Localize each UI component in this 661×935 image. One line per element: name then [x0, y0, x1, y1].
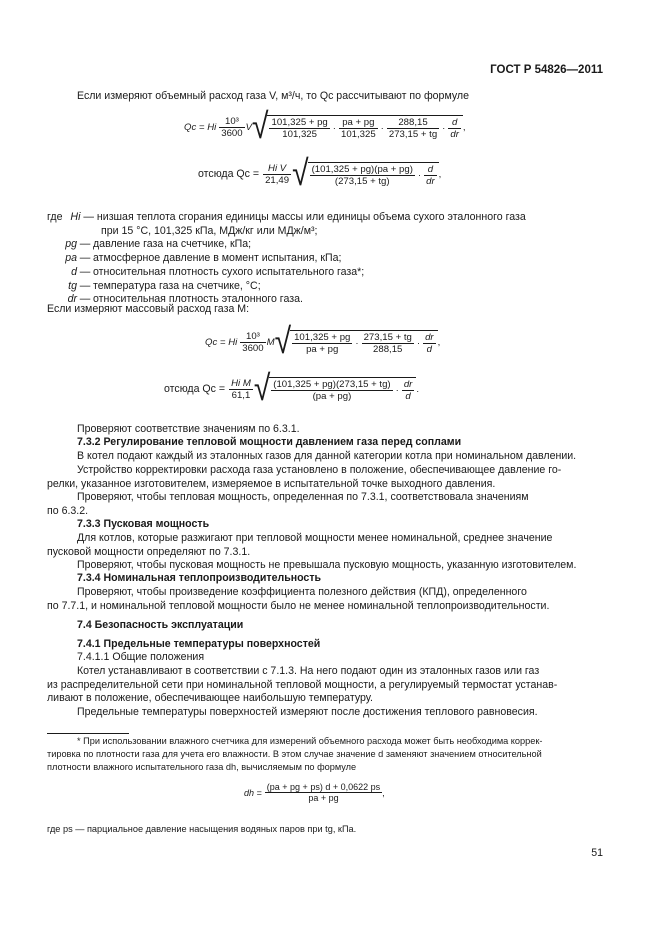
sqrt-sign-3: √: [274, 321, 292, 362]
where-hi-symbol: Hi: [70, 211, 81, 223]
sqrt-sign-1: √: [252, 106, 269, 147]
formula3-f1-den: pa + pg: [306, 343, 339, 355]
formula-dh-num: (pa + pg + ps) d + 0,0622 ps: [266, 782, 381, 792]
formula4-f3-num: dr: [403, 378, 413, 390]
formula4-coef-den: 61,1: [231, 389, 251, 401]
formula2-radicand: $\frac{(101,325 + pg)(pa + pg)}{(273,15 + tg)}$ · $\frac{d}{dr}$: [308, 162, 439, 187]
def-pa: pa — атмосферное давление в момент испытания, кПа;: [47, 251, 341, 265]
para-efficiency-2: по 7.7.1, и номинальной тепловой мощности было не менее номинальной теплопроизводительности.: [47, 600, 550, 612]
heading-7-3-4: 7.3.4 Номинальная теплопроизводительность: [77, 572, 322, 584]
formula2-den: (273,15 + tg): [334, 175, 390, 187]
formula-dh-lhs: dh =: [244, 787, 262, 798]
formula1-f3-num: 288,15: [387, 117, 439, 129]
def-dr-symbol: dr: [67, 293, 77, 305]
where-hi: [47, 210, 603, 224]
formula2-f4-num: d: [424, 164, 437, 176]
formula1-f2-num: pa + pg: [339, 117, 378, 129]
formula4-num: (101,325 + pg)(273,15 + tg): [273, 378, 391, 390]
formula2-prefix: отсюда Qc =: [198, 168, 260, 180]
formula2-coef-num: Hi V: [263, 163, 291, 175]
formula-qc-volumetric-simplified: [198, 153, 442, 194]
formula3-tail: ,: [437, 336, 441, 348]
para-efficiency-1: Проверяют, чтобы произведение коэффициента полезного действия (КПД), определенного: [77, 586, 527, 598]
formula-qc-mass-simplified: [164, 368, 420, 409]
formula3-f1-num: 101,325 + pg: [294, 331, 351, 343]
formula1-tail: ,: [462, 121, 466, 133]
formula4-den: (pa + pg): [312, 390, 352, 402]
def-d: d — относительная плотность сухого испытательного газа*;: [47, 265, 364, 279]
footnote-line-3: плотности влажного испытательного газа dh, вычисляемым по формуле: [47, 762, 357, 772]
formula2-tail: ,: [438, 168, 442, 180]
heading-7-3-2: 7.3.2 Регулирование тепловой мощности давлением газа перед соплами: [77, 436, 462, 448]
def-pg: pg — давление газа на счетчике, кПа;: [47, 237, 251, 251]
formula4-f3-den: d: [405, 390, 411, 402]
formula-qc-mass: [205, 321, 441, 362]
intro-mass: Если измеряют массовый расход газа M:: [47, 303, 250, 315]
formula3-var: M: [266, 336, 275, 348]
para-startup-1: Для котлов, которые разжигают при тепловой мощности менее номинальной, среднее значение: [77, 532, 553, 544]
where-hi-cont: при 15 °С, 101,325 кПа, МДж/кг или МДж/м³;: [101, 225, 318, 237]
def-dr-text: относительная плотность эталонного газа.: [93, 293, 303, 305]
def-tg-text: температура газа на счетчике, °С;: [93, 280, 261, 292]
formula3-f2-den: 288,15: [373, 343, 403, 355]
standard-header: ГОСТ Р 54826—2011: [490, 64, 603, 76]
intro-volumetric: Если измеряют объемный расход газа V, м³/ч, то Qc рассчитывают по формуле: [77, 90, 469, 102]
def-tg: tg — температура газа на счетчике, °С;: [47, 279, 261, 293]
formula1-coef-num: 10³: [219, 116, 244, 128]
def-tg-symbol: tg: [68, 280, 77, 292]
formula-dh: [244, 782, 385, 803]
formula-dh-tail: ,: [382, 787, 385, 798]
para-install-2: из распределительной сети при номинальной тепловой мощности, а регулируемый термостат устанав-: [47, 679, 558, 691]
def-pa-text: атмосферное давление в момент испытания, кПа;: [93, 252, 342, 264]
formula1-f4-den: dr: [450, 128, 459, 140]
heading-7-4: 7.4 Безопасность эксплуатации: [77, 619, 244, 631]
para-install-3: ливают в положение, обеспечивающее наибольшую температуру.: [47, 692, 373, 704]
page-number: 51: [591, 847, 603, 859]
def-pa-symbol: pa: [65, 252, 77, 264]
formula3-lhs: Qc = Hi: [205, 336, 238, 348]
formula1-lhs: Qc = Hi: [184, 121, 217, 133]
formula1-f4-num: d: [448, 117, 461, 129]
where-hi-text: — низшая теплота сгорания единицы массы или единицы объема сухого эталонного газа: [83, 211, 526, 223]
def-pg-text: давление газа на счетчике, кПа;: [93, 238, 252, 250]
para-surface-temp: Предельные температуры поверхностей измеряют после достижения теплового равновесия.: [77, 706, 538, 718]
where-intro: где: [47, 211, 63, 223]
formula1-f1-den: 101,325: [282, 128, 317, 140]
formula3-f3-num: dr: [425, 331, 434, 343]
formula3-radicand: $\frac{101,325 + pg}{pa + pg}$ · $\frac{273,15 + tg}{288,15}$ · $\frac{dr}{d}$: [290, 330, 438, 355]
formula1-radicand: $\frac{101,325 + pg}{101,325}$ · $\frac{pa + pg}{101,325}$ · $\frac{288,15}{273,15 + tg}$ · $\frac{d}{dr}$: [267, 115, 462, 140]
para-startup-2: пусковой мощности определяют по 7.3.1.: [47, 546, 251, 558]
def-d-text: относительная плотность сухого испытательного газа*;: [93, 266, 365, 278]
para-check-631: Проверяют соответствие значениям по 6.3.1.: [77, 423, 300, 435]
formula1-f3-den: 273,15 + tg: [388, 128, 438, 140]
formula1-f1-num: 101,325 + pg: [271, 116, 328, 128]
def-d-symbol: d: [71, 266, 77, 278]
para-power-check-1: Проверяют, чтобы тепловая мощность, определенная по 7.3.1, соответствовала значениям: [77, 491, 529, 503]
sqrt-sign-2: √: [292, 153, 309, 194]
para-startup-check: Проверяют, чтобы пусковая мощность не превышала пусковую мощность, указанную изготовителем.: [77, 559, 577, 571]
footnote-divider: [47, 733, 129, 734]
formula1-var: V: [245, 121, 253, 133]
sqrt-sign-4: √: [253, 368, 271, 409]
para-install-1: Котел устанавливают в соответствии с 7.1.3. На него подают один из эталонных газов или газ: [77, 665, 540, 677]
def-dr: dr — относительная плотность эталонного газа.: [47, 292, 303, 306]
para-correction-1: Устройство корректировки расхода газа установлено в положение, обеспечивающее давление го-: [77, 464, 562, 476]
formula3-coef-den: 3600: [242, 342, 264, 354]
heading-7-3-3: 7.3.3 Пусковая мощность: [77, 518, 210, 530]
formula1-f2-den: 101,325: [340, 128, 376, 140]
para-feed-gas: В котел подают каждый из эталонных газов для данной категории котла при номинальном давлении.: [77, 450, 577, 462]
formula4-radicand: $\frac{(101,325 + pg)(273,15 + tg)}{(pa + pg)}$ · $\frac{dr}{d}$: [269, 377, 416, 402]
formula1-coef-den: 3600: [221, 127, 243, 139]
footnote-where: где ps — парциальное давление насыщения водяных паров при tg, кПа.: [47, 824, 357, 834]
formula4-coef-num: Hi M: [231, 377, 251, 389]
para-correction-2: релки, указанное изготовителем, измеряемое в испытательной точке выходного давления.: [47, 478, 496, 490]
formula3-f3-den: d: [426, 343, 432, 355]
para-power-check-2: по 6.3.2.: [47, 505, 89, 517]
def-pg-symbol: pg: [65, 238, 77, 250]
formula2-f4-den: dr: [426, 175, 435, 187]
formula4-prefix: отсюда Qc =: [164, 383, 226, 395]
formula-qc-volumetric: [184, 106, 466, 147]
formula2-num: (101,325 + pg)(pa + pg): [311, 163, 413, 175]
heading-7-4-1-1: 7.4.1.1 Общие положения: [77, 651, 205, 663]
formula3-f2-num: 273,15 + tg: [363, 331, 412, 343]
formula-dh-den: pa + pg: [308, 793, 339, 803]
formula4-tail: .: [416, 383, 420, 395]
footnote-line-1: * При использовании влажного счетчика для измерений объемного расхода может быть необходима коррек-: [77, 736, 543, 746]
formula3-coef-num: 10³: [240, 331, 265, 343]
heading-7-4-1: 7.4.1 Предельные температуры поверхностей: [77, 638, 321, 650]
footnote-line-2: тировка по плотности газа для учета его влажности. В этом случае значение d заменяют значением относительной: [47, 749, 542, 759]
formula2-coef-den: 21,49: [265, 174, 290, 186]
